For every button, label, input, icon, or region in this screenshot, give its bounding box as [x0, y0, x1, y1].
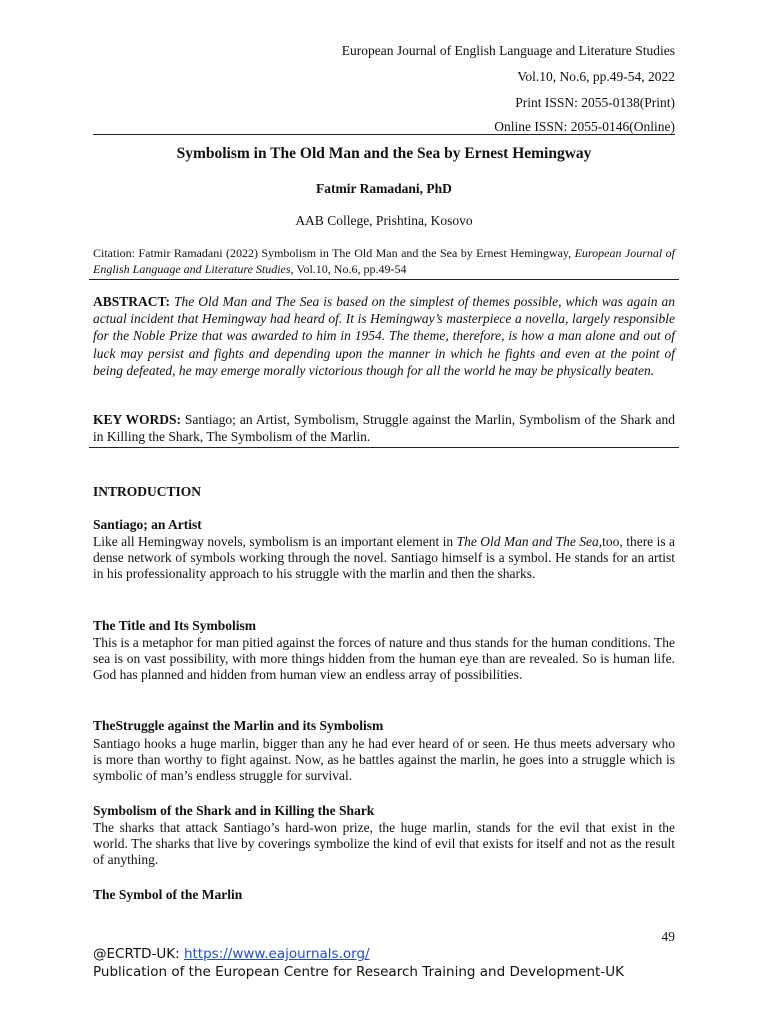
- author-affiliation: AAB College, Prishtina, Kosovo: [295, 213, 473, 228]
- keywords-text: Santiago; an Artist, Symbolism, Struggle against the Marlin, Symbolism of the Shark and in Killing the Shark, The Symbolism of the Marlin.: [93, 412, 676, 444]
- abstract: [93, 293, 675, 379]
- abstract-text: The Old Man and The Sea is based on the simplest of themes possible, which was again an actual incident that Hemingway had heard of. It is Hemingway’s masterpiece a novella, largely responsible for the Noble Prize that was awarded to him in 1954. The theme, therefore, is how a man alone and out of luck may persist and fights and depending upon the manner in which he fights and even at the point of being defeated, he may emerge morally victorious though for all the world he may be physically beaten.: [93, 294, 675, 378]
- section-text-struggle: Santiago hooks a huge marlin, bigger than any he had ever heard of or seen. He thus meets adversary who is more than worthy to fight against. Now, as he battles against the marlin, he goes into a struggle which is symbolic of man’s endless struggle for survival.: [93, 736, 675, 784]
- header-rule: [93, 134, 675, 135]
- section-text-title: This is a metaphor for man pitied against the forces of nature and thus stands for the human conditions. The sea is on vast possibility, with more things hidden from the human eye than are revealed. So is human life. God has planned and hidden from human view an endless array of possibilities.: [93, 635, 675, 683]
- citation: [93, 246, 675, 277]
- s1-text-a: Like all Hemingway novels, symbolism is an important element in: [93, 534, 457, 549]
- section-heading-santiago: Santiago; an Artist: [93, 517, 202, 532]
- section-heading-struggle: TheStruggle against the Marlin and its Symbolism: [93, 718, 384, 733]
- page-number: 49: [661, 929, 675, 944]
- s1-text-b: too, there is a dense network of symbols working through the novel. Santiago himself is a symbol. He stands for an artist in his professionality approach to his struggle with the marlin and then the sharks.: [93, 534, 675, 582]
- section-heading-title: The Title and Its Symbolism: [93, 618, 257, 633]
- volume-info: Vol.10, No.6, pp.49-54, 2022: [517, 69, 675, 84]
- keywords-label: KEY WORDS:: [93, 412, 181, 427]
- journal-website-link[interactable]: https://www.eajournals.org/: [183, 946, 370, 962]
- online-issn: Online ISSN: 2055-0146(Online): [494, 119, 675, 134]
- journal-name: European Journal of English Language and Literature Studies: [341, 43, 675, 58]
- author-name: Fatmir Ramadani, PhD: [316, 181, 452, 196]
- keywords: [93, 411, 675, 445]
- footer-publication: Publication of the European Centre for Research Training and Development-UK: [93, 964, 624, 980]
- citation-journal: European Journal of English Language and Literature Studies: [93, 246, 676, 276]
- section-text-santiago: [93, 534, 675, 583]
- footer-link-line: [93, 946, 370, 962]
- s1-text-italic: The Old Man and The Sea,: [456, 534, 603, 549]
- paper-title: Symbolism in The Old Man and the Sea by Ernest Hemingway: [176, 145, 592, 162]
- citation-suffix: , Vol.10, No.6, pp.49-54: [290, 261, 407, 276]
- print-issn: Print ISSN: 2055-0138(Print): [515, 95, 675, 110]
- section-text-shark: The sharks that attack Santiago’s hard-won prize, the huge marlin, stands for the evil that exist in the world. The sharks that live by coverings symbolize the kind of evil that exists for itself and not as the result of anything.: [93, 820, 675, 868]
- citation-rule: [89, 279, 679, 280]
- introduction-heading: INTRODUCTION: [93, 484, 202, 499]
- footer-prefix: @ECRTD-UK:: [93, 946, 184, 962]
- section-heading-shark: Symbolism of the Shark and in Killing the Shark: [93, 803, 375, 818]
- section-heading-marlin: The Symbol of the Marlin: [93, 887, 243, 902]
- abstract-label: ABSTRACT:: [93, 294, 171, 309]
- citation-prefix: Citation: Fatmir Ramadani (2022) Symbolism in The Old Man and the Sea by Ernest Hemingway,: [93, 246, 575, 260]
- keywords-rule: [89, 447, 679, 448]
